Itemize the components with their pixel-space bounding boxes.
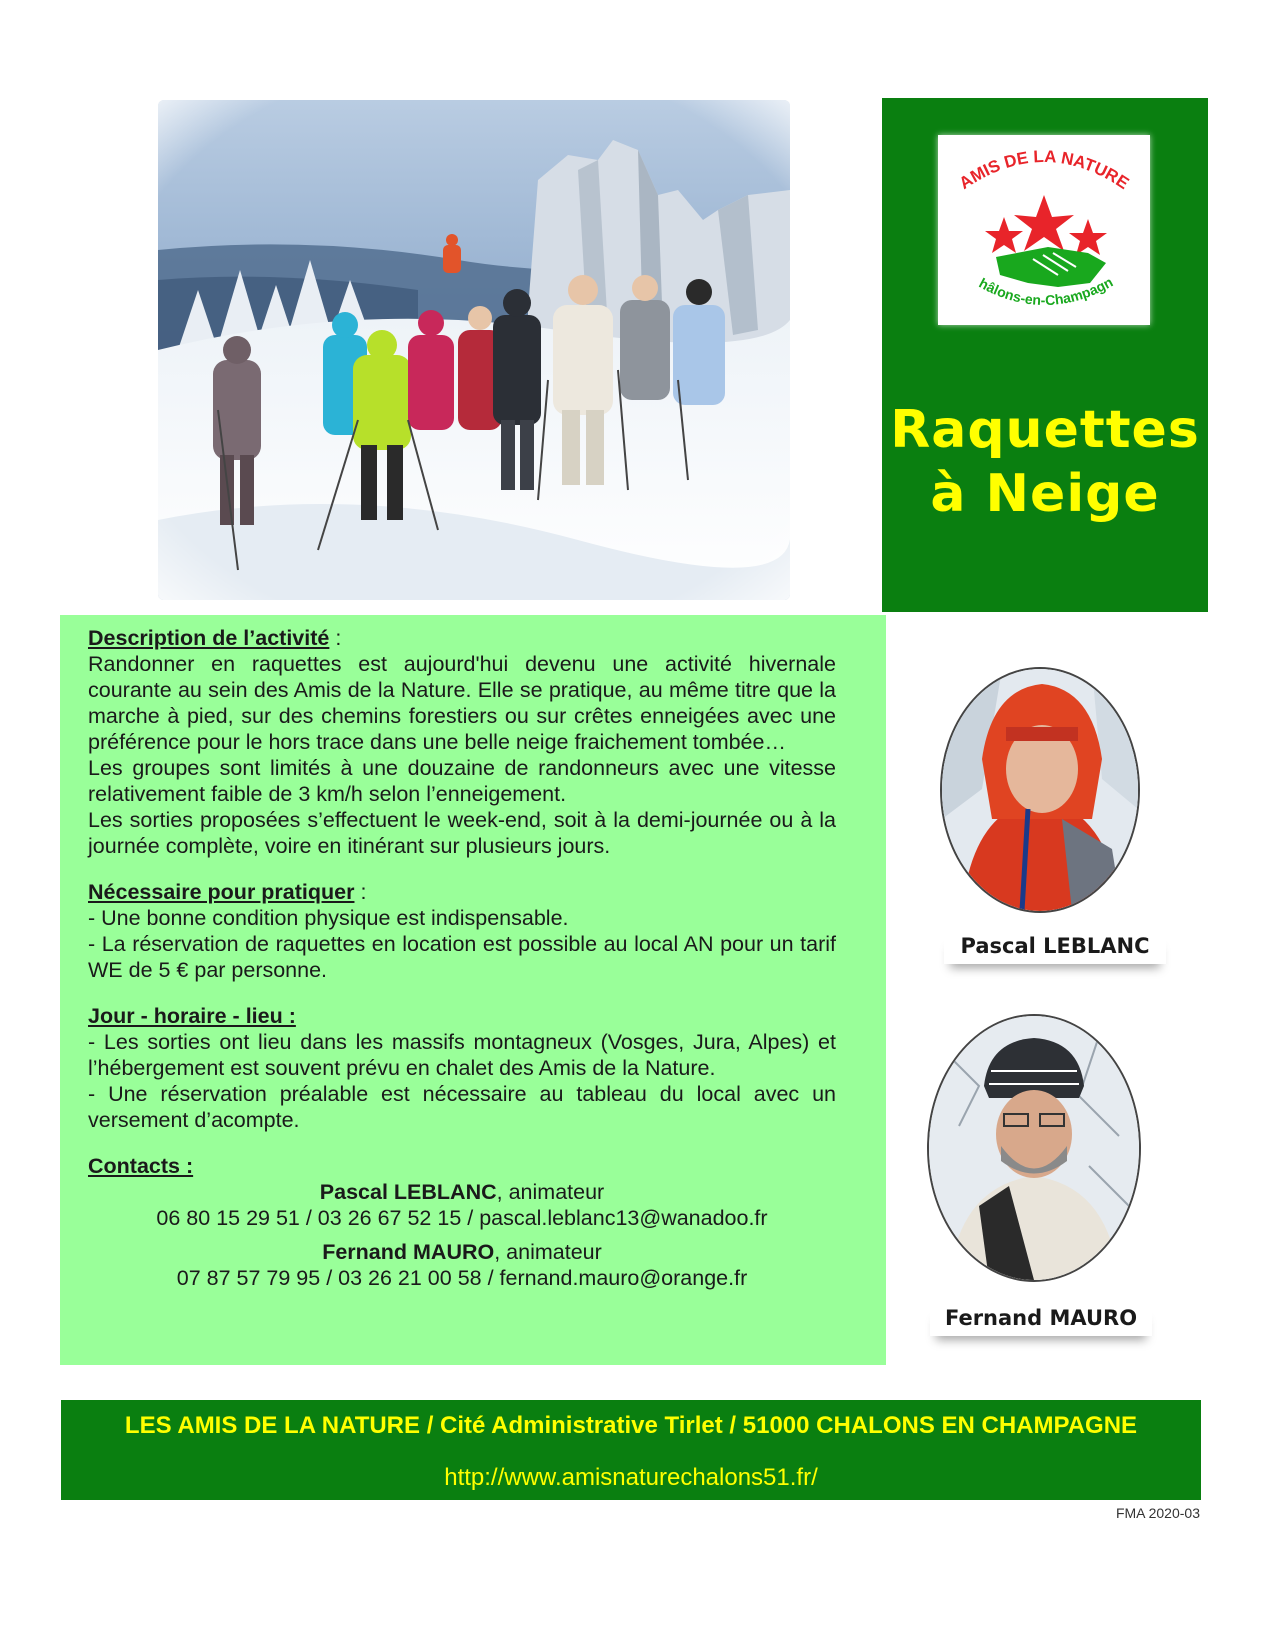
footer-address: LES AMIS DE LA NATURE / Cité Administrative Tirlet / 51000 CHALONS EN CHAMPAGNE bbox=[124, 1412, 1138, 1439]
contact-2-details: 07 87 57 79 95 / 03 26 21 00 58 / fernand.mauro@orange.fr bbox=[176, 1266, 748, 1290]
contact-2-name: Fernand MAURO bbox=[322, 1240, 495, 1264]
contact-2-title bbox=[88, 1239, 836, 1265]
logo-emblem bbox=[938, 135, 1150, 325]
necessary-heading-line bbox=[88, 879, 836, 905]
info-box bbox=[60, 615, 886, 1365]
schedule-line-2: - Une réservation préalable est nécessaire au tableau du local avec un versement d’acompte. bbox=[88, 1082, 836, 1132]
club-logo bbox=[938, 135, 1150, 325]
contact-1-role: , animateur bbox=[496, 1180, 605, 1204]
necessary-line-1: - Une bonne condition physique est indispensable. bbox=[88, 906, 569, 930]
schedule-line-1: - Les sorties ont lieu dans les massifs montagneux (Vosges, Jura, Alpes) et l’hébergement est souvent prévu en chalet des Amis de la Nature. bbox=[88, 1030, 836, 1080]
contact-2-role: , animateur bbox=[494, 1240, 602, 1264]
necessary-line-2: - La réservation de raquettes en location est possible au local AN pour un tarif WE de 5 € par personne. bbox=[88, 932, 836, 982]
description-paragraph-3: Les sorties proposées s’effectuent le week-end, soit à la demi-journée ou à la journée complète, voire en itinérant sur plusieurs jours. bbox=[88, 808, 836, 858]
hero-photo bbox=[158, 100, 790, 600]
svg-text:AMIS DE LA NATURE bbox=[956, 147, 1133, 193]
footer-band bbox=[61, 1400, 1201, 1500]
footer-website-link[interactable]: http://www.amisnaturechalons51.fr/ bbox=[444, 1464, 818, 1491]
contact-1-name: Pascal LEBLANC bbox=[319, 1180, 497, 1204]
necessary-heading-suffix: : bbox=[354, 880, 367, 904]
contact-1-title bbox=[88, 1179, 836, 1205]
logo-top-text: AMIS DE LA NATURE bbox=[955, 146, 1133, 194]
portrait-2-label: Fernand MAURO bbox=[930, 1304, 1152, 1336]
description-paragraph-1: Randonner en raquettes est aujourd'hui devenu une activité hivernale courante au sein des Amis de la Nature. Elle se pratique, au même titre que la marche à pied, sur des chemins forestiers ou sur crêtes enneigées avec une préférence pour le hors trace dans une belle neige fraichement tombée… bbox=[88, 652, 836, 754]
title-line-1: Raquettes bbox=[890, 400, 1200, 460]
necessary-heading: Nécessaire pour pratiquer bbox=[88, 880, 355, 904]
description-heading-line bbox=[88, 625, 836, 651]
portrait-1-label: Pascal LEBLANC bbox=[944, 932, 1166, 964]
snowshoe-group-illustration bbox=[158, 100, 790, 600]
schedule-heading: Jour - horaire - lieu : bbox=[88, 1004, 296, 1028]
title-line-2: à Neige bbox=[930, 464, 1160, 524]
page-title bbox=[882, 398, 1208, 526]
contact-1-details: 06 80 15 29 51 / 03 26 67 52 15 / pascal.leblanc13@wanadoo.fr bbox=[156, 1206, 768, 1230]
title-panel bbox=[882, 98, 1208, 612]
description-paragraph-2: Les groupes sont limités à une douzaine de randonneurs avec une vitesse relativement faible de 3 km/h selon l’enneigement. bbox=[88, 756, 836, 806]
info-content bbox=[88, 625, 836, 1291]
portrait-1-illustration bbox=[942, 669, 1138, 911]
description-heading-suffix: : bbox=[329, 626, 342, 650]
portrait-fernand-mauro bbox=[927, 1014, 1141, 1282]
contacts-heading: Contacts : bbox=[88, 1154, 194, 1178]
portrait-pascal-leblanc bbox=[940, 667, 1140, 913]
document-reference: FMA 2020-03 bbox=[1115, 1505, 1200, 1521]
description-heading: Description de l’activité bbox=[88, 626, 330, 650]
logo-bottom-text: hâlons-en-Champagn bbox=[976, 273, 1116, 309]
portrait-2-illustration bbox=[929, 1016, 1139, 1280]
